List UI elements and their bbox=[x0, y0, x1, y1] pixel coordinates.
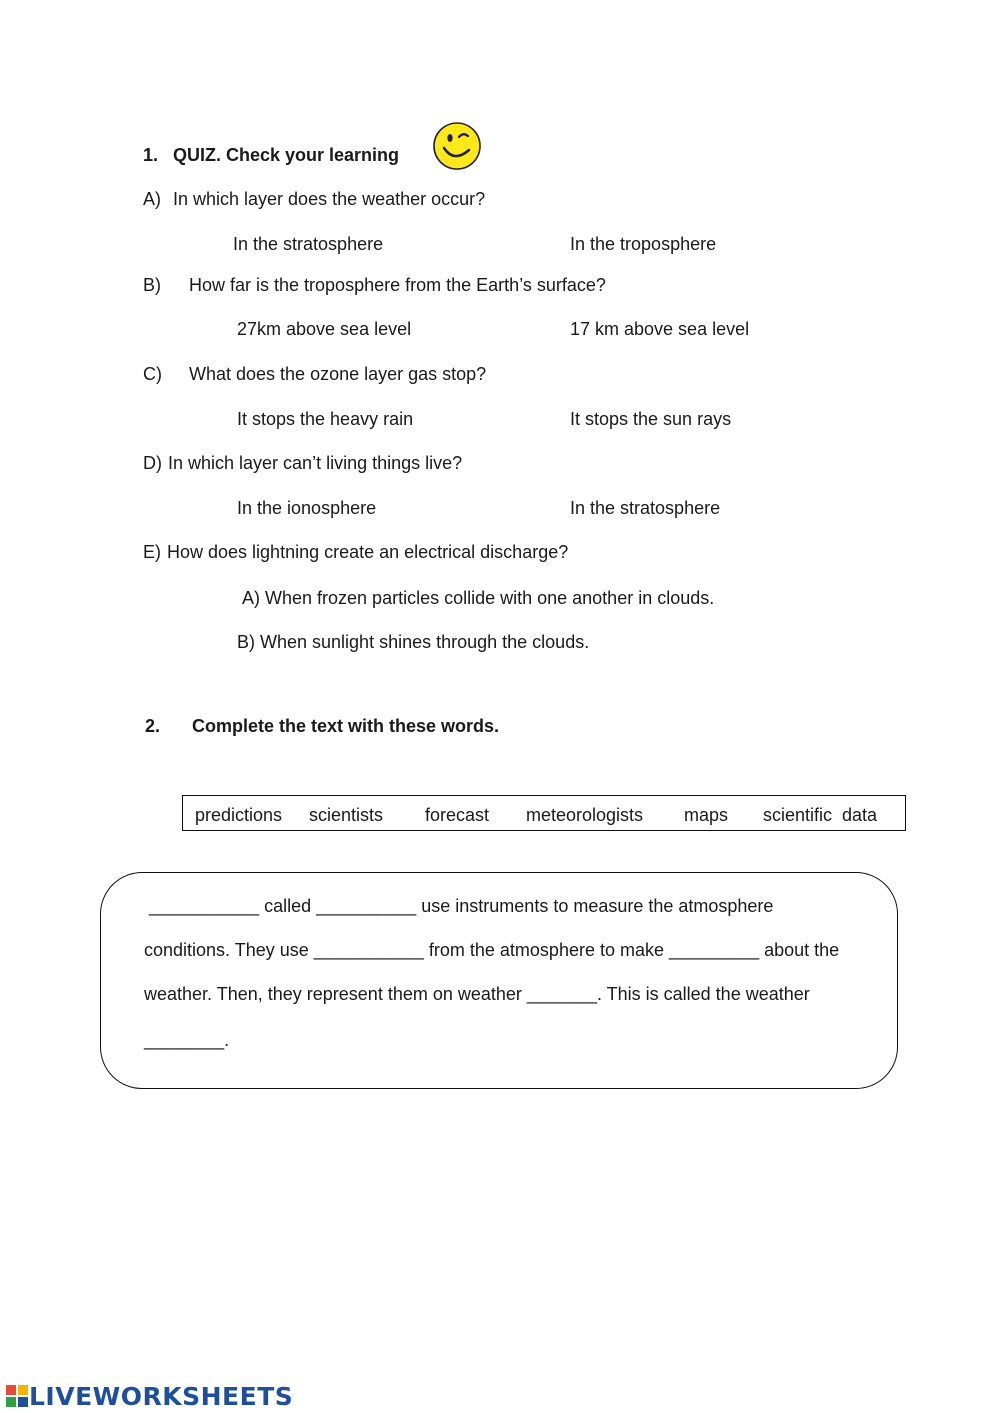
paragraph-line-3[interactable]: weather. Then, they represent them on weather _______. This is called the weather bbox=[144, 984, 810, 1004]
paragraph-line-4[interactable]: ________. bbox=[144, 1030, 230, 1050]
question-b-option-2[interactable]: 17 km above sea level bbox=[570, 319, 750, 339]
winking-smiley-icon bbox=[432, 121, 482, 171]
question-d-option-1[interactable]: In the ionosphere bbox=[237, 498, 377, 518]
question-c-option-1[interactable]: It stops the heavy rain bbox=[237, 409, 414, 429]
word-bank-item[interactable]: predictions bbox=[195, 805, 283, 825]
question-b-text: How far is the troposphere from the Earth’s surface? bbox=[189, 275, 606, 295]
question-a-option-2[interactable]: In the troposphere bbox=[570, 234, 717, 254]
word-bank-item[interactable]: meteorologists bbox=[526, 805, 644, 825]
question-e-option-1[interactable]: A) When frozen particles collide with one another in clouds. bbox=[242, 588, 715, 608]
word-bank-item[interactable]: forecast bbox=[425, 805, 490, 825]
paragraph-line-2[interactable]: conditions. They use ___________ from the atmosphere to make _________ about the bbox=[144, 940, 840, 960]
question-a-option-1[interactable]: In the stratosphere bbox=[233, 234, 384, 254]
question-a-text: In which layer does the weather occur? bbox=[173, 189, 486, 209]
question-a-label: A) bbox=[143, 189, 161, 209]
question-d-text: In which layer can’t living things live? bbox=[168, 453, 463, 473]
question-d-label: D) bbox=[143, 453, 162, 473]
section1-number: 1. bbox=[143, 145, 159, 165]
question-b-option-1[interactable]: 27km above sea level bbox=[237, 319, 412, 339]
liveworksheets-logo bbox=[6, 1382, 293, 1410]
logo-text: LIVEWORKSHEETS bbox=[29, 1381, 294, 1411]
word-bank-item[interactable]: scientific data bbox=[763, 805, 878, 825]
question-e-label: E) bbox=[143, 542, 161, 562]
question-c-text: What does the ozone layer gas stop? bbox=[189, 364, 487, 384]
section1-title: QUIZ. Check your learning bbox=[173, 145, 400, 165]
section2-number: 2. bbox=[145, 716, 161, 736]
word-bank-item[interactable]: scientists bbox=[309, 805, 384, 825]
question-b-label: B) bbox=[143, 275, 161, 295]
question-c-option-2[interactable]: It stops the sun rays bbox=[570, 409, 732, 429]
question-d-option-2[interactable]: In the stratosphere bbox=[570, 498, 721, 518]
section2-title: Complete the text with these words. bbox=[192, 716, 500, 736]
question-e-option-2[interactable]: B) When sunlight shines through the clouds. bbox=[237, 632, 590, 652]
question-e-text: How does lightning create an electrical discharge? bbox=[167, 542, 569, 562]
paragraph-line-1[interactable]: ___________ called __________ use instruments to measure the atmosphere bbox=[144, 896, 774, 916]
word-bank bbox=[182, 795, 906, 831]
word-bank-item[interactable]: maps bbox=[684, 805, 729, 825]
question-c-label: C) bbox=[143, 364, 162, 384]
liveworksheets-logo-icon bbox=[6, 1385, 28, 1407]
